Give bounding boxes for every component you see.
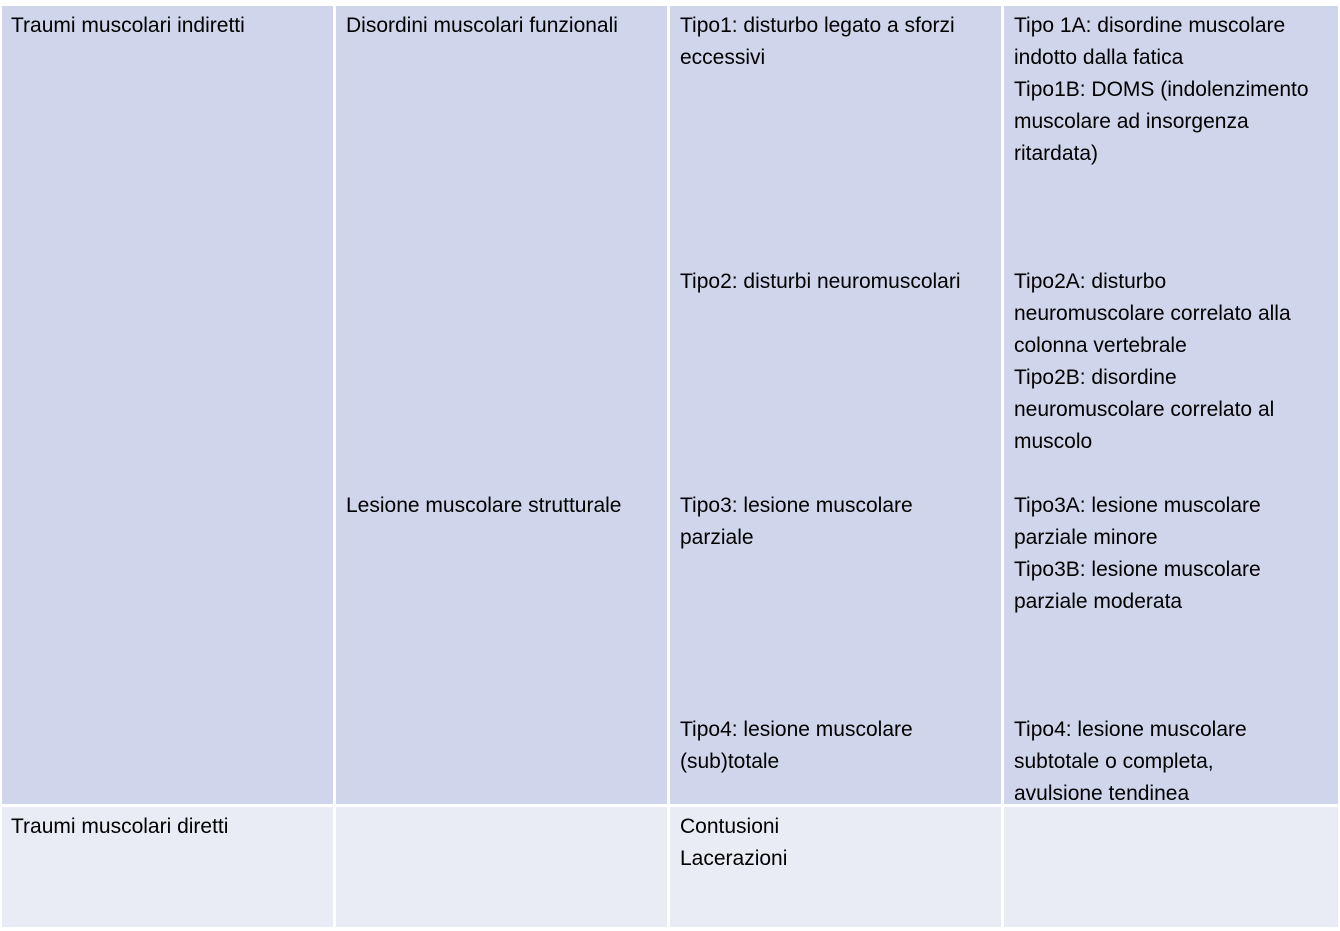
category-label: Traumi muscolari diretti [11,815,229,838]
subtype-group-4 [1014,714,1278,804]
type-label-lacerazioni: Lacerazioni [680,847,788,870]
category-cell [2,6,336,804]
subtype-label-1b: Tipo1B: DOMS (indolenzimento muscolare ad insorgenza ritardata) [1014,78,1309,165]
table-row-direct [2,804,1338,927]
type-cell [670,807,1004,927]
subtype-label-3b: Tipo3B: lesione muscolare parziale moderata [1014,558,1261,613]
category-label: Traumi muscolari indiretti [11,14,245,37]
type-cell [670,6,1004,804]
group-cell [336,6,670,804]
group-cell [336,807,670,927]
subtype-cell [1004,6,1338,804]
type-label-1: Tipo1: disturbo legato a sforzi eccessivi [680,14,955,69]
subtype-group-2 [1014,266,1332,458]
type-label-2: Tipo2: disturbi neuromuscolari [680,270,961,293]
type-label-3: Tipo3: lesione muscolare parziale [680,494,913,549]
subtype-cell [1004,807,1338,927]
group-label-functional: Disordini muscolari funzionali [346,14,618,37]
subtype-label-1a: Tipo 1A: disordine muscolare indotto dalla fatica [1014,14,1286,69]
type-label-contusioni: Contusioni [680,815,780,838]
subtype-label-3a: Tipo3A: lesione muscolare parziale minore [1014,494,1261,549]
subtype-label-4: Tipo4: lesione muscolare subtotale o completa, avulsione tendinea [1014,718,1247,804]
subtype-group-3 [1014,490,1298,618]
category-cell [2,807,336,927]
classification-table [2,6,1338,927]
subtype-group-1 [1014,10,1332,170]
table-row-indirect [2,6,1338,804]
subtype-label-2a: Tipo2A: disturbo neuromuscolare correlato alla colonna vertebrale [1014,270,1291,357]
type-label-4: Tipo4: lesione muscolare (sub)totale [680,718,913,773]
subtype-label-2b: Tipo2B: disordine neuromuscolare correlato al muscolo [1014,366,1275,453]
group-label-structural: Lesione muscolare strutturale [346,494,622,517]
